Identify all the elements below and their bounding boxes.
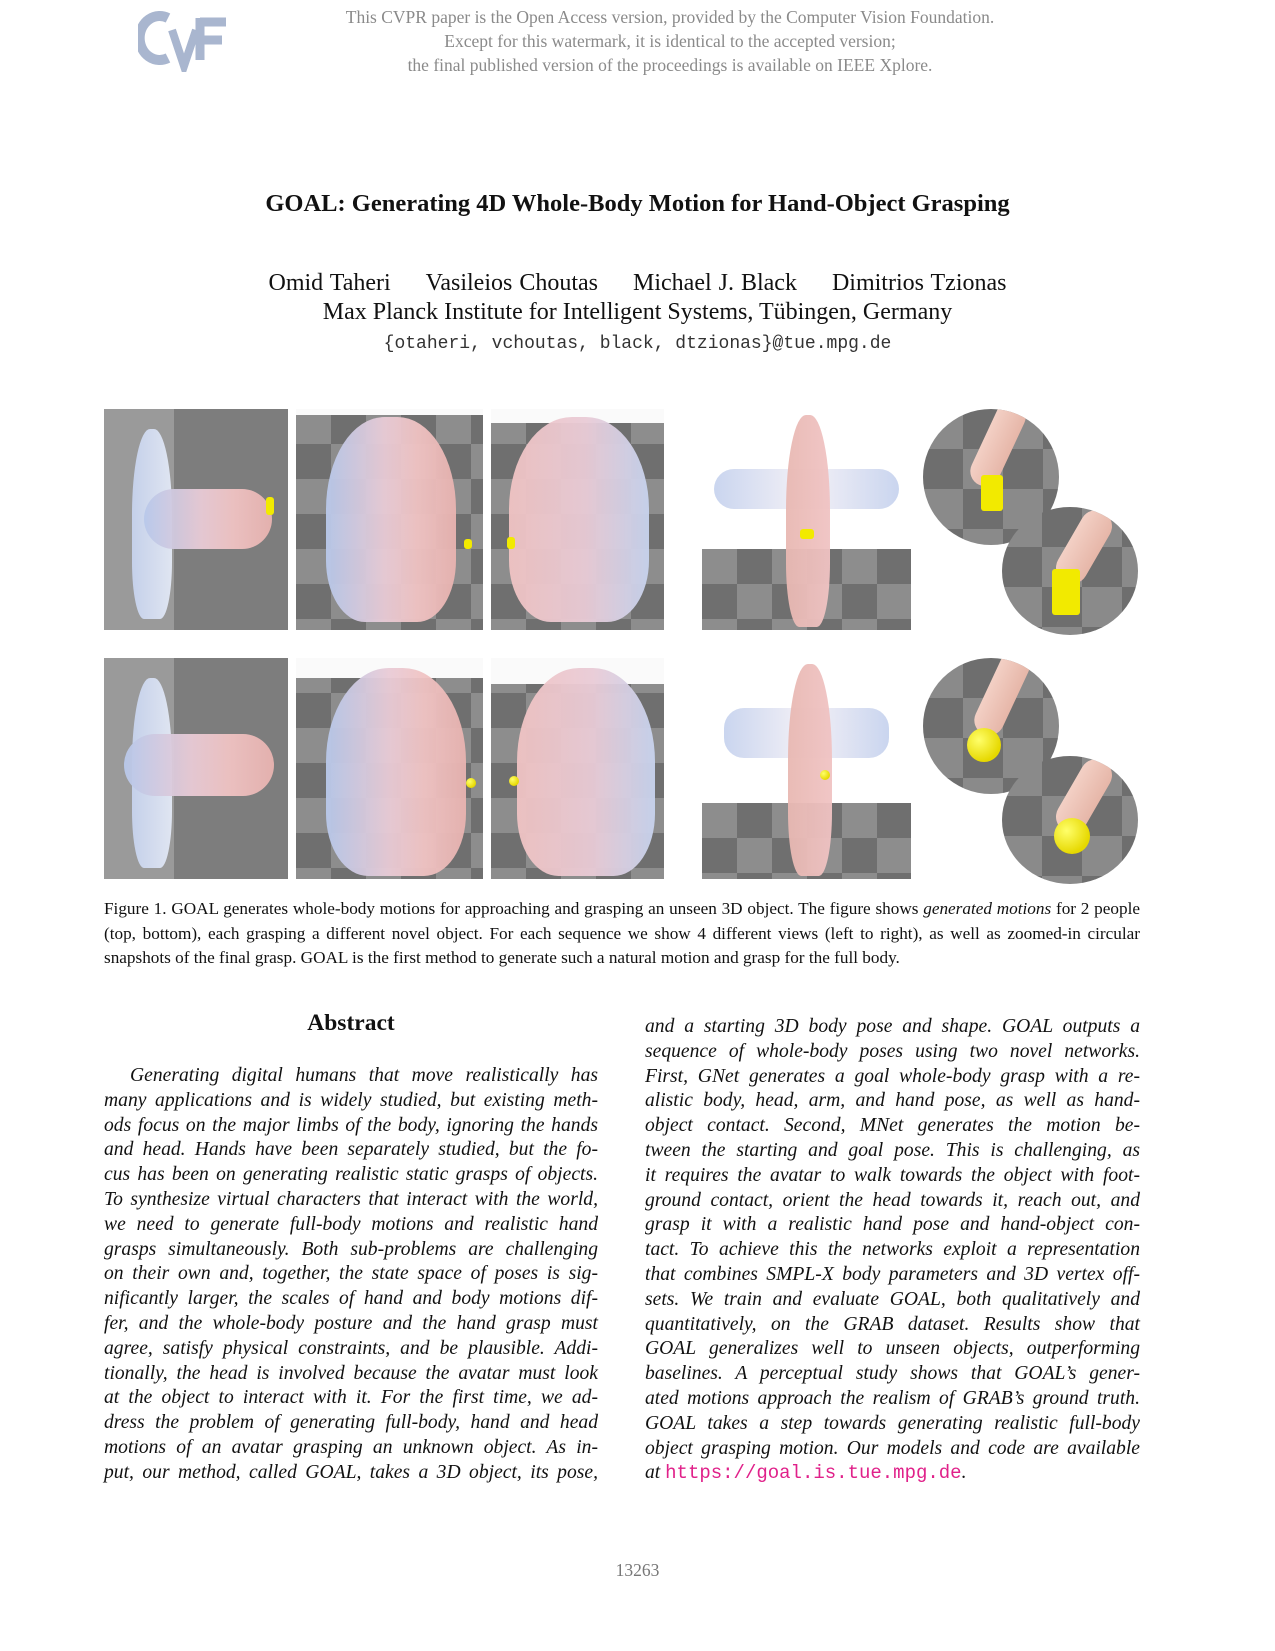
text-line: alistic body, head, arm, and hand pose, as well as hand- bbox=[645, 1090, 1140, 1112]
text-line: grasps simultaneously. Both sub-problems are challenging bbox=[104, 1238, 598, 1260]
text-line: fer, and the whole-body posture and the hand grasp must bbox=[104, 1312, 598, 1334]
text-line: motions of an avatar grasping an unknown object. As in- bbox=[104, 1436, 598, 1458]
text-line: many applications and is widely studied, but existing meth- bbox=[104, 1089, 598, 1111]
caption-suffix: for 2 people (top, bottom), each grasping a different novel object. For each sequence we show 4 different views (left to right), as well as zoomed-in circular snapshots of the final grasp. GOAL is the first method to generate such a natural motion and grasp for the full body. bbox=[104, 899, 1140, 968]
author-emails: {otaheri, vchoutas, black, dtzionas}@tue.mpg.de bbox=[383, 334, 892, 354]
figure-panel-front bbox=[702, 409, 911, 630]
author: Omid Taheri bbox=[268, 270, 391, 296]
watermark-line: Except for this watermark, it is identical to the accepted version; bbox=[444, 31, 896, 51]
figure-panel-side-left bbox=[296, 658, 483, 879]
text-line: agree, satisfy physical constraints, and be plausible. Addi- bbox=[104, 1337, 598, 1359]
cvf-logo bbox=[138, 8, 234, 72]
figure-panel-top-view bbox=[104, 658, 288, 879]
final-suffix: . bbox=[961, 1462, 967, 1484]
text-line-final bbox=[645, 1461, 1140, 1486]
abstract-right-column bbox=[645, 1015, 1140, 1486]
author: Michael J. Black bbox=[633, 270, 797, 296]
figure-panel-side-right bbox=[491, 409, 664, 630]
abstract-left-column bbox=[104, 1064, 598, 1486]
figure-panel-side-left bbox=[296, 409, 483, 630]
text-line: tact. To achieve this the networks exploit a representation bbox=[645, 1239, 1140, 1261]
grasp-closeup-circle bbox=[1002, 507, 1138, 635]
text-line: quantitatively, on the GRAB dataset. Results show that bbox=[645, 1313, 1140, 1335]
text-line: First, GNet generates a goal whole-body grasp with a re- bbox=[645, 1065, 1140, 1087]
text-line: ated motions approach the realism of GRAB’s ground truth. bbox=[645, 1387, 1140, 1409]
cvf-logo-icon bbox=[138, 8, 234, 72]
text-line: and a starting 3D body pose and shape. GOAL outputs a bbox=[645, 1016, 1140, 1037]
text-line: sets. We train and evaluate GOAL, both qualitatively and bbox=[645, 1288, 1140, 1310]
page-number: 13263 bbox=[615, 1560, 660, 1580]
text-line: dress the problem of generating full-body, hand and head bbox=[104, 1412, 598, 1434]
text-line: that combines SMPL-X body parameters and 3D vertex off- bbox=[645, 1263, 1140, 1285]
text-line: baselines. A perceptual study shows that GOAL’s gener- bbox=[645, 1363, 1140, 1385]
text-line: it requires the avatar to walk towards the object with foot- bbox=[645, 1164, 1140, 1186]
grasp-closeup-circle bbox=[1002, 756, 1138, 884]
figure-caption bbox=[104, 897, 1140, 971]
text-line: on their own and, together, the state space of poses is sig- bbox=[104, 1263, 598, 1285]
author-list bbox=[0, 270, 1275, 297]
text-line: nificantly larger, the scales of hand and body motions dif- bbox=[104, 1288, 598, 1310]
text-line: sequence of whole-body poses using two novel networks. bbox=[645, 1040, 1140, 1062]
figure-row-top bbox=[104, 409, 1140, 630]
text-line: cus has been on generating realistic static grasps of objects. bbox=[104, 1164, 598, 1186]
watermark-line: This CVPR paper is the Open Access version, provided by the Computer Vision Foundation. bbox=[345, 7, 995, 27]
final-prefix: at bbox=[645, 1462, 666, 1484]
text-line: object grasping motion. Our models and code are available bbox=[645, 1437, 1140, 1459]
caption-emphasis: generated motions bbox=[923, 899, 1052, 918]
text-line: ground contact, orient the head towards it, reach out, and bbox=[645, 1189, 1140, 1211]
affiliation: Max Planck Institute for Intelligent Systems, Tübingen, Germany bbox=[322, 299, 953, 325]
watermark-text bbox=[260, 5, 1080, 77]
text-line: ods focus on the major limbs of the body, ignoring the hands bbox=[104, 1114, 598, 1136]
text-line: put, our method, called GOAL, takes a 3D object, its pose, bbox=[104, 1461, 598, 1483]
text-line: grasp it with a realistic hand pose and hand-object con- bbox=[645, 1214, 1140, 1236]
caption-prefix: Figure 1. GOAL generates whole-body motions for approaching and grasping an unseen 3D object. The figure shows bbox=[104, 899, 924, 918]
text-line: we need to generate full-body motions and realistic hand bbox=[104, 1213, 598, 1235]
watermark-line: the final published version of the proceedings is available on IEEE Xplore. bbox=[407, 55, 933, 75]
text-line: tionally, the head is involved because the avatar must look bbox=[104, 1362, 598, 1384]
author: Vasileios Choutas bbox=[425, 270, 598, 296]
paper-title: GOAL: Generating 4D Whole-Body Motion for Hand-Object Grasping bbox=[265, 190, 1010, 217]
author: Dimitrios Tzionas bbox=[831, 270, 1007, 296]
figure-panel-top-view bbox=[104, 409, 288, 630]
project-url-link[interactable]: https://goal.is.tue.mpg.de bbox=[665, 1462, 962, 1485]
text-line: GOAL takes a step towards generating realistic full-body bbox=[645, 1412, 1140, 1434]
text-line: at the object to interact with it. For the first time, we ad- bbox=[104, 1387, 598, 1409]
figure-panel-front bbox=[702, 658, 911, 879]
text-line: To synthesize virtual characters that interact with the world, bbox=[104, 1188, 598, 1210]
text-line: tween the starting and goal pose. This is challenging, as bbox=[645, 1139, 1140, 1161]
text-line: GOAL generalizes well to unseen objects, outperforming bbox=[645, 1338, 1140, 1360]
text-line: object contact. Second, MNet generates the motion be- bbox=[645, 1115, 1140, 1137]
figure-panel-side-right bbox=[491, 658, 664, 879]
abstract-heading: Abstract bbox=[307, 1010, 395, 1036]
figure-row-bottom bbox=[104, 658, 1140, 879]
text-line: and head. Hands have been separately studied, but the fo- bbox=[104, 1139, 598, 1161]
text-line: Generating digital humans that move realistically has bbox=[130, 1065, 598, 1086]
